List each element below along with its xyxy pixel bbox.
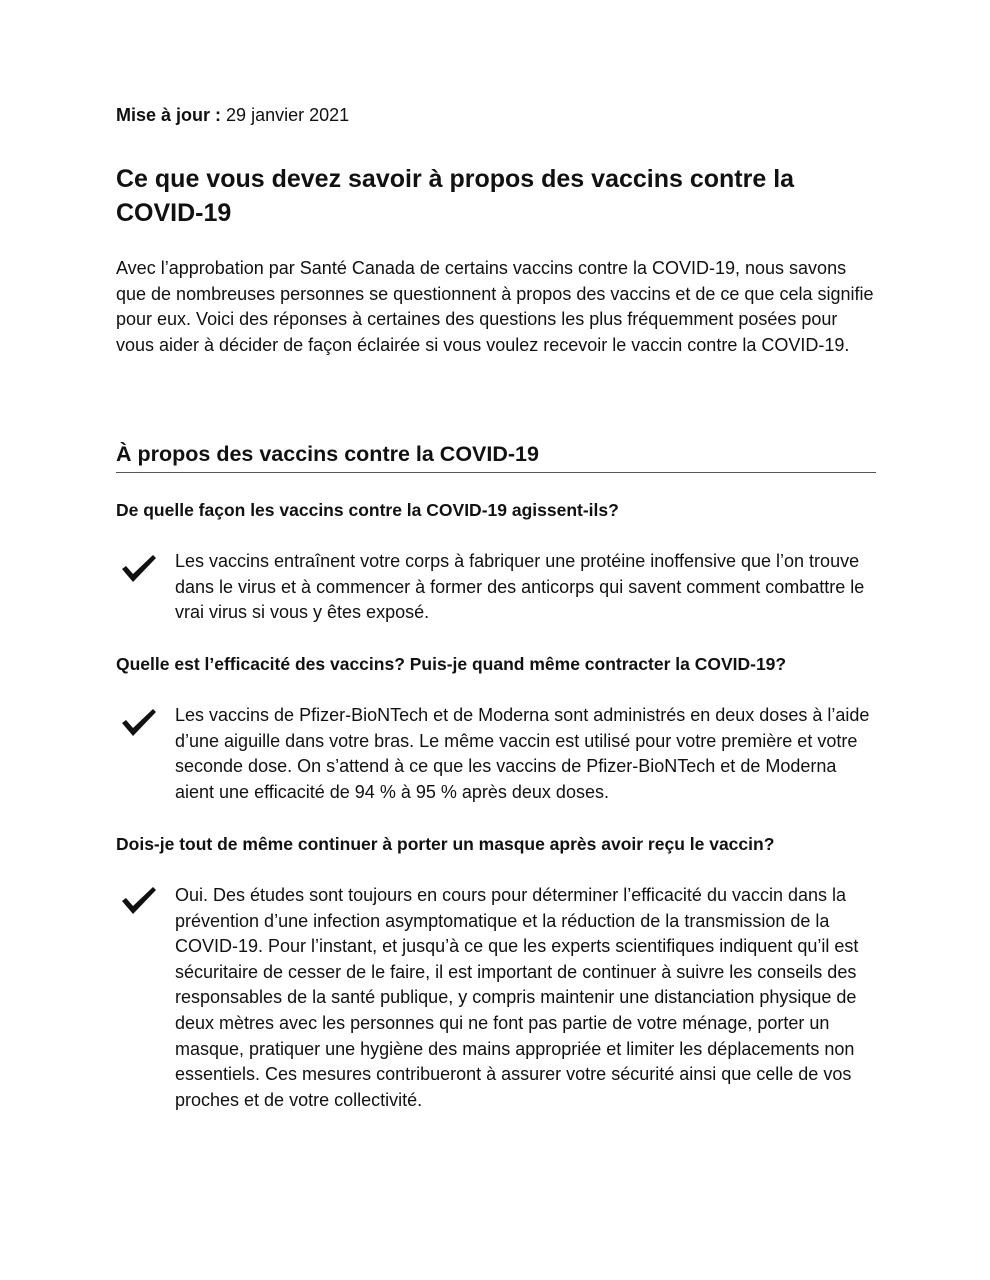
checkmark-icon bbox=[120, 707, 156, 737]
intro-paragraph: Avec l’approbation par Santé Canada de certains vaccins contre la COVID-19, nous savons que de nombreuses personnes se questionnent à propos des vaccins et de ce que cela signifie pour eux. Voici des réponses à certaines des questions les plus fréquemment posées pour vous aider à décider de façon éclairée si vous voulez recevoir le vaccin contre la COVID-19. bbox=[116, 258, 874, 355]
document-title: Ce que vous devez savoir à propos des vaccins contre la COVID-19 bbox=[116, 165, 795, 227]
section-heading: À propos des vaccins contre la COVID-19 bbox=[116, 442, 539, 466]
section-divider bbox=[116, 472, 876, 473]
checkmark-icon bbox=[120, 885, 156, 915]
faq-answer-text-1: Les vaccins entraînent votre corps à fabriquer une protéine inoffensive que l’on trouve dans le virus et à commencer à former des anticorps qui savent comment combattre le vrai virus si vous y êtes exposé. bbox=[175, 551, 865, 623]
faq-question-2: Quelle est l’efficacité des vaccins? Puis-je quand même contracter la COVID-19? bbox=[116, 654, 787, 674]
faq-answer-text-2: Les vaccins de Pfizer-BioNTech et de Moderna sont administrés en deux doses à l’aide d’une aiguille dans votre bras. Le même vaccin est utilisé pour votre première et votre seconde dose. On s’attend à ce que les vaccins de Pfizer-BioNTech et de Moderna aient une efficacité de 94 % à 95 % après deux doses. bbox=[175, 705, 870, 802]
update-date: 29 janvier 2021 bbox=[226, 105, 350, 125]
update-label: Mise à jour : bbox=[116, 105, 222, 125]
faq-question-3: Dois-je tout de même continuer à porter un masque après avoir reçu le vaccin? bbox=[116, 834, 775, 854]
checkmark-icon bbox=[120, 553, 156, 583]
faq-question-1: De quelle façon les vaccins contre la COVID-19 agissent-ils? bbox=[116, 500, 619, 520]
faq-answer-text-3: Oui. Des études sont toujours en cours pour déterminer l’efficacité du vaccin dans la prévention d’une infection asymptomatique et la réduction de la transmission de la COVID-19. Pour l’instant, et jusqu’à ce que les experts scientifiques indiquent qu’il est sécuritaire de cesser de le faire, il est important de continuer à suivre les conseils des responsables de la santé publique, y compris maintenir une distanciation physique de deux mètres avec les personnes qui ne font pas partie de votre ménage, porter un masque, pratiquer une hygiène des mains appropriée et limiter les déplacements non essentiels. Ces mesures contribueront à assurer votre sécurité ainsi que celle de vos proches et de votre collectivité. bbox=[175, 885, 859, 1110]
update-line bbox=[116, 103, 349, 127]
